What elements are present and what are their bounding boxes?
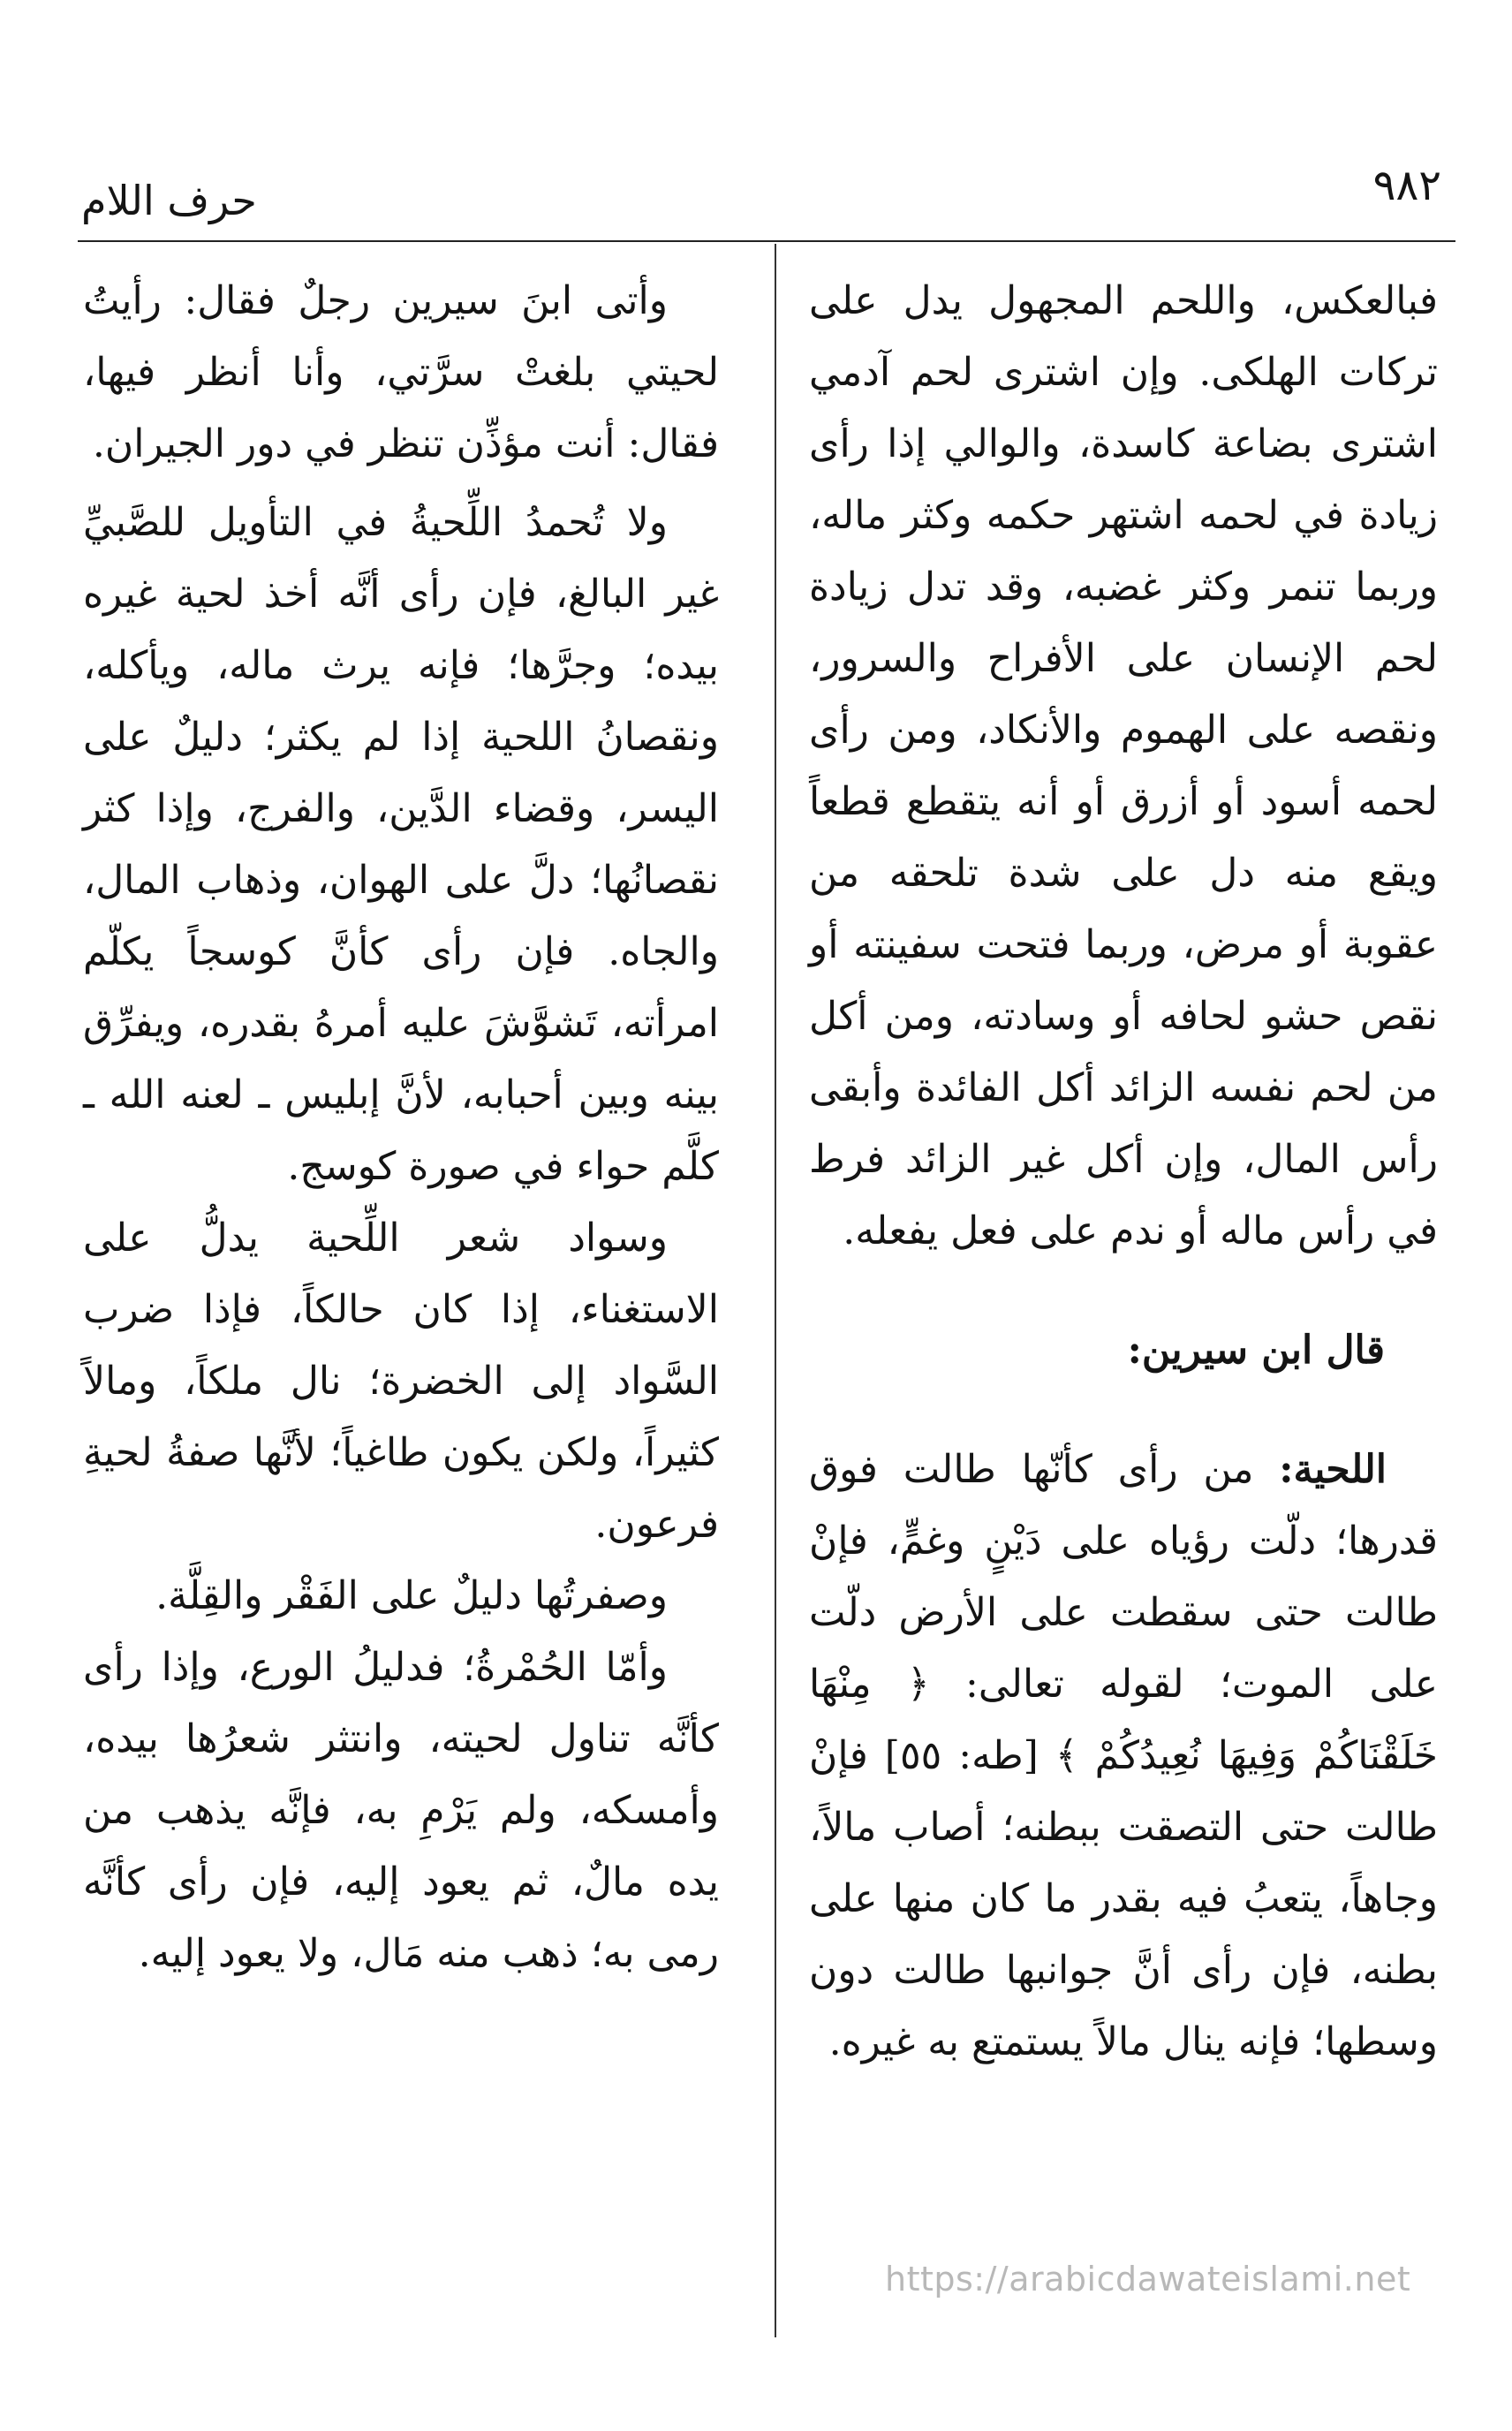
left-paragraph-1: وأتى ابنَ سيرين رجلٌ فقال: رأيتُ لحيتي بلغتْ سرَّتي، وأنا أنظر فيها، فقال: أنت مؤذِّن تنظر في دور الجيران. [83,278,719,466]
left-paragraph-4: وصفرتُها دليلٌ على الفَقْر والقِلَّة. [155,1573,668,1618]
right-column [809,265,1438,2078]
column-divider [775,244,776,2337]
left-paragraph-2: ولا تُحمدُ اللِّحيةُ في التأويل للصَّبيِّ غير البالغ، فإن رأى أنَّه أخذ لحية غيره بيده؛ وجرَّها؛ فإنه يرث ماله، ويأكله، ونقصانُ اللحية إذا لم يكثر؛ دليلٌ على اليسر، وقضاء الدَّين، والفرج، وإذا كثر نقصانُها؛ دلَّ على الهوان، وذهاب المال، والجاه. فإن رأى كأنَّ كوسجاً يكلّم امرأته، تَشوَّشَ عليه أمرهُ بقدره، ويفرِّق بينه وبين أحبابه، لأنَّ إبليس ـ لعنه الله ـ كلَّم حواء في صورة كوسج. [83,500,719,1189]
running-head: حرف اللام [81,177,257,224]
left-paragraph-5: وأمّا الحُمْرةُ؛ فدليلُ الورع، وإذا رأى كأنَّه تناول لحيته، وانتثر شعرُها بيده، وأمسكه، ولم يَرْمِ به، فإنَّه يذهب من يده مالٌ، ثم يعود إليه، فإن رأى كأنَّه رمى به؛ ذهب منه مَال، ولا يعود إليه. [83,1645,719,1976]
left-column [83,265,719,1989]
left-paragraph-3: وسواد شعر اللِّحية يدلُّ على الاستغناء، إذا كان حالكاً، فإذا ضرب السَّواد إلى الخضرة؛ نال ملكاً، ومالاً كثيراً، ولكن يكون طاغياً؛ لأنَّها صفةُ لحيةِ فرعون. [83,1216,719,1547]
section-heading: قال ابن سيرين: [1127,1328,1385,1373]
entry-term: اللحية: [1279,1447,1387,1492]
header-rule [78,240,1455,242]
page-number: ٩٨٢ [1372,161,1441,210]
entry-text: من رأى كأنّها طالت فوق قدرها؛ دلّت رؤياه على دَيْنٍ وغمٍّ، فإنْ طالت حتى سقطت على الأرض دلّت على الموت؛ لقوله تعالى: ﴿ مِنْهَا خَلَقْنَاكُمْ وَفِيهَا نُعِيدُكُمْ ﴾ [طه: ٥٥] فإنْ طالت حتى التصقت ببطنه؛ أصاب مالاً، وجاهاً، يتعبُ فيه بقدر ما كان منها على بطنه، فإن رأى أنَّ جوانبها طالت دون وسطها؛ فإنه ينال مالاً يستمتع به غيره. [809,1447,1438,2064]
watermark-url: https://arabicdawateislami.net [885,2260,1411,2298]
right-paragraph-1: فبالعكس، واللحم المجهول يدل على تركات الهلكى. وإن اشترى لحم آدمي اشترى بضاعة كاسدة، والوالي إذا رأى زيادة في لحمه اشتهر حكمه وكثر ماله، وربما تنمر وكثر غضبه، وقد تدل زيادة لحم الإنسان على الأفراح والسرور، ونقصه على الهموم والأنكاد، ومن رأى لحمه أسود أو أزرق أو أنه يتقطع قطعاً ويقع منه دل على شدة تلحقه من عقوبة أو مرض، وربما فتحت سفينته أو نقص حشو لحافه أو وسادته، ومن أكل من لحم نفسه الزائد أكل الفائدة وأبقى رأس المال، وإن أكل غير الزائد فرط في رأس ماله أو ندم على فعل يفعله. [809,278,1438,1253]
right-paragraph-2 [809,1434,1438,2078]
